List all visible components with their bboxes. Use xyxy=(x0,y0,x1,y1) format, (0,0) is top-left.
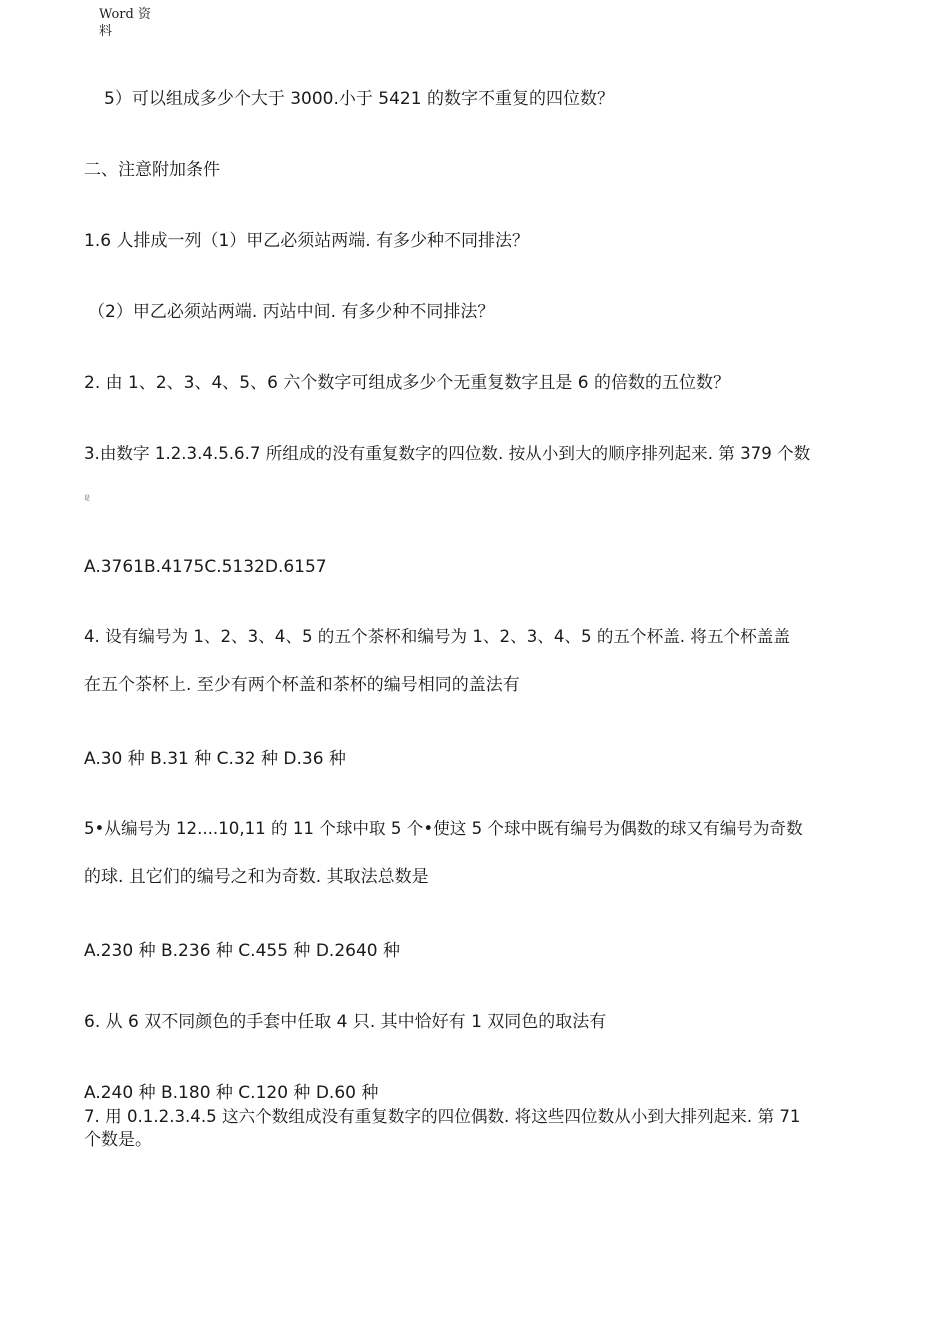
question-5-options: A.230 种 B.236 种 C.455 种 D.2640 种 xyxy=(84,941,401,961)
question-3-tiny-char: 是 xyxy=(84,495,91,502)
question-1-part-1: 1.6 人排成一列（1）甲乙必须站两端. 有多少种不同排法？ xyxy=(84,231,530,251)
question-4-line-2: 在五个茶杯上. 至少有两个杯盖和茶杯的编号相同的盖法有 xyxy=(84,675,520,695)
question-2: 2. 由 1、2、3、4、5、6 六个数字可组成多少个无重复数字且是 6 的倍数的五位数？ xyxy=(84,373,730,393)
section-2-title: 二、注意附加条件 xyxy=(84,160,220,180)
question-7-line-2: 个数是。 xyxy=(84,1130,152,1150)
question-5-line-1: 5•从编号为 12....10,11 的 11 个球中取 5 个•使这 5 个球中既有编号为偶数的球又有编号为奇数 xyxy=(84,819,803,838)
question-1-part-2: （2）甲乙必须站两端. 丙站中间. 有多少种不同排法？ xyxy=(88,302,495,322)
question-6-options: A.240 种 B.180 种 C.120 种 D.60 种 xyxy=(84,1083,379,1103)
question-3: 3.由数字 1.2.3.4.5.6.7 所组成的没有重复数字的四位数. 按从小到大的顺序排列起来. 第 379 个数 xyxy=(84,444,811,463)
question-5-section1: 5）可以组成多少个大于 3000.小于 5421 的数字不重复的四位数？ xyxy=(104,89,614,109)
question-5-line-2: 的球. 且它们的编号之和为奇数. 其取法总数是 xyxy=(84,867,429,887)
question-7-line-1: 7. 用 0.1.2.3.4.5 这六个数组成没有重复数字的四位偶数. 将这些四位数从小到大排列起来. 第 71 xyxy=(84,1107,801,1126)
question-3-options: A.3761B.4175C.5132D.6157 xyxy=(84,557,327,577)
question-4-line-1: 4. 设有编号为 1、2、3、4、5 的五个茶杯和编号为 1、2、3、4、5 的五个杯盖. 将五个杯盖盖 xyxy=(84,627,790,646)
header-line-2: 料 xyxy=(99,24,113,39)
header-line-1: Word 资 xyxy=(99,7,151,22)
question-4-options: A.30 种 B.31 种 C.32 种 D.36 种 xyxy=(84,749,346,769)
question-6: 6. 从 6 双不同颜色的手套中任取 4 只. 其中恰好有 1 双同色的取法有 xyxy=(84,1012,607,1032)
page-header xyxy=(99,6,159,40)
